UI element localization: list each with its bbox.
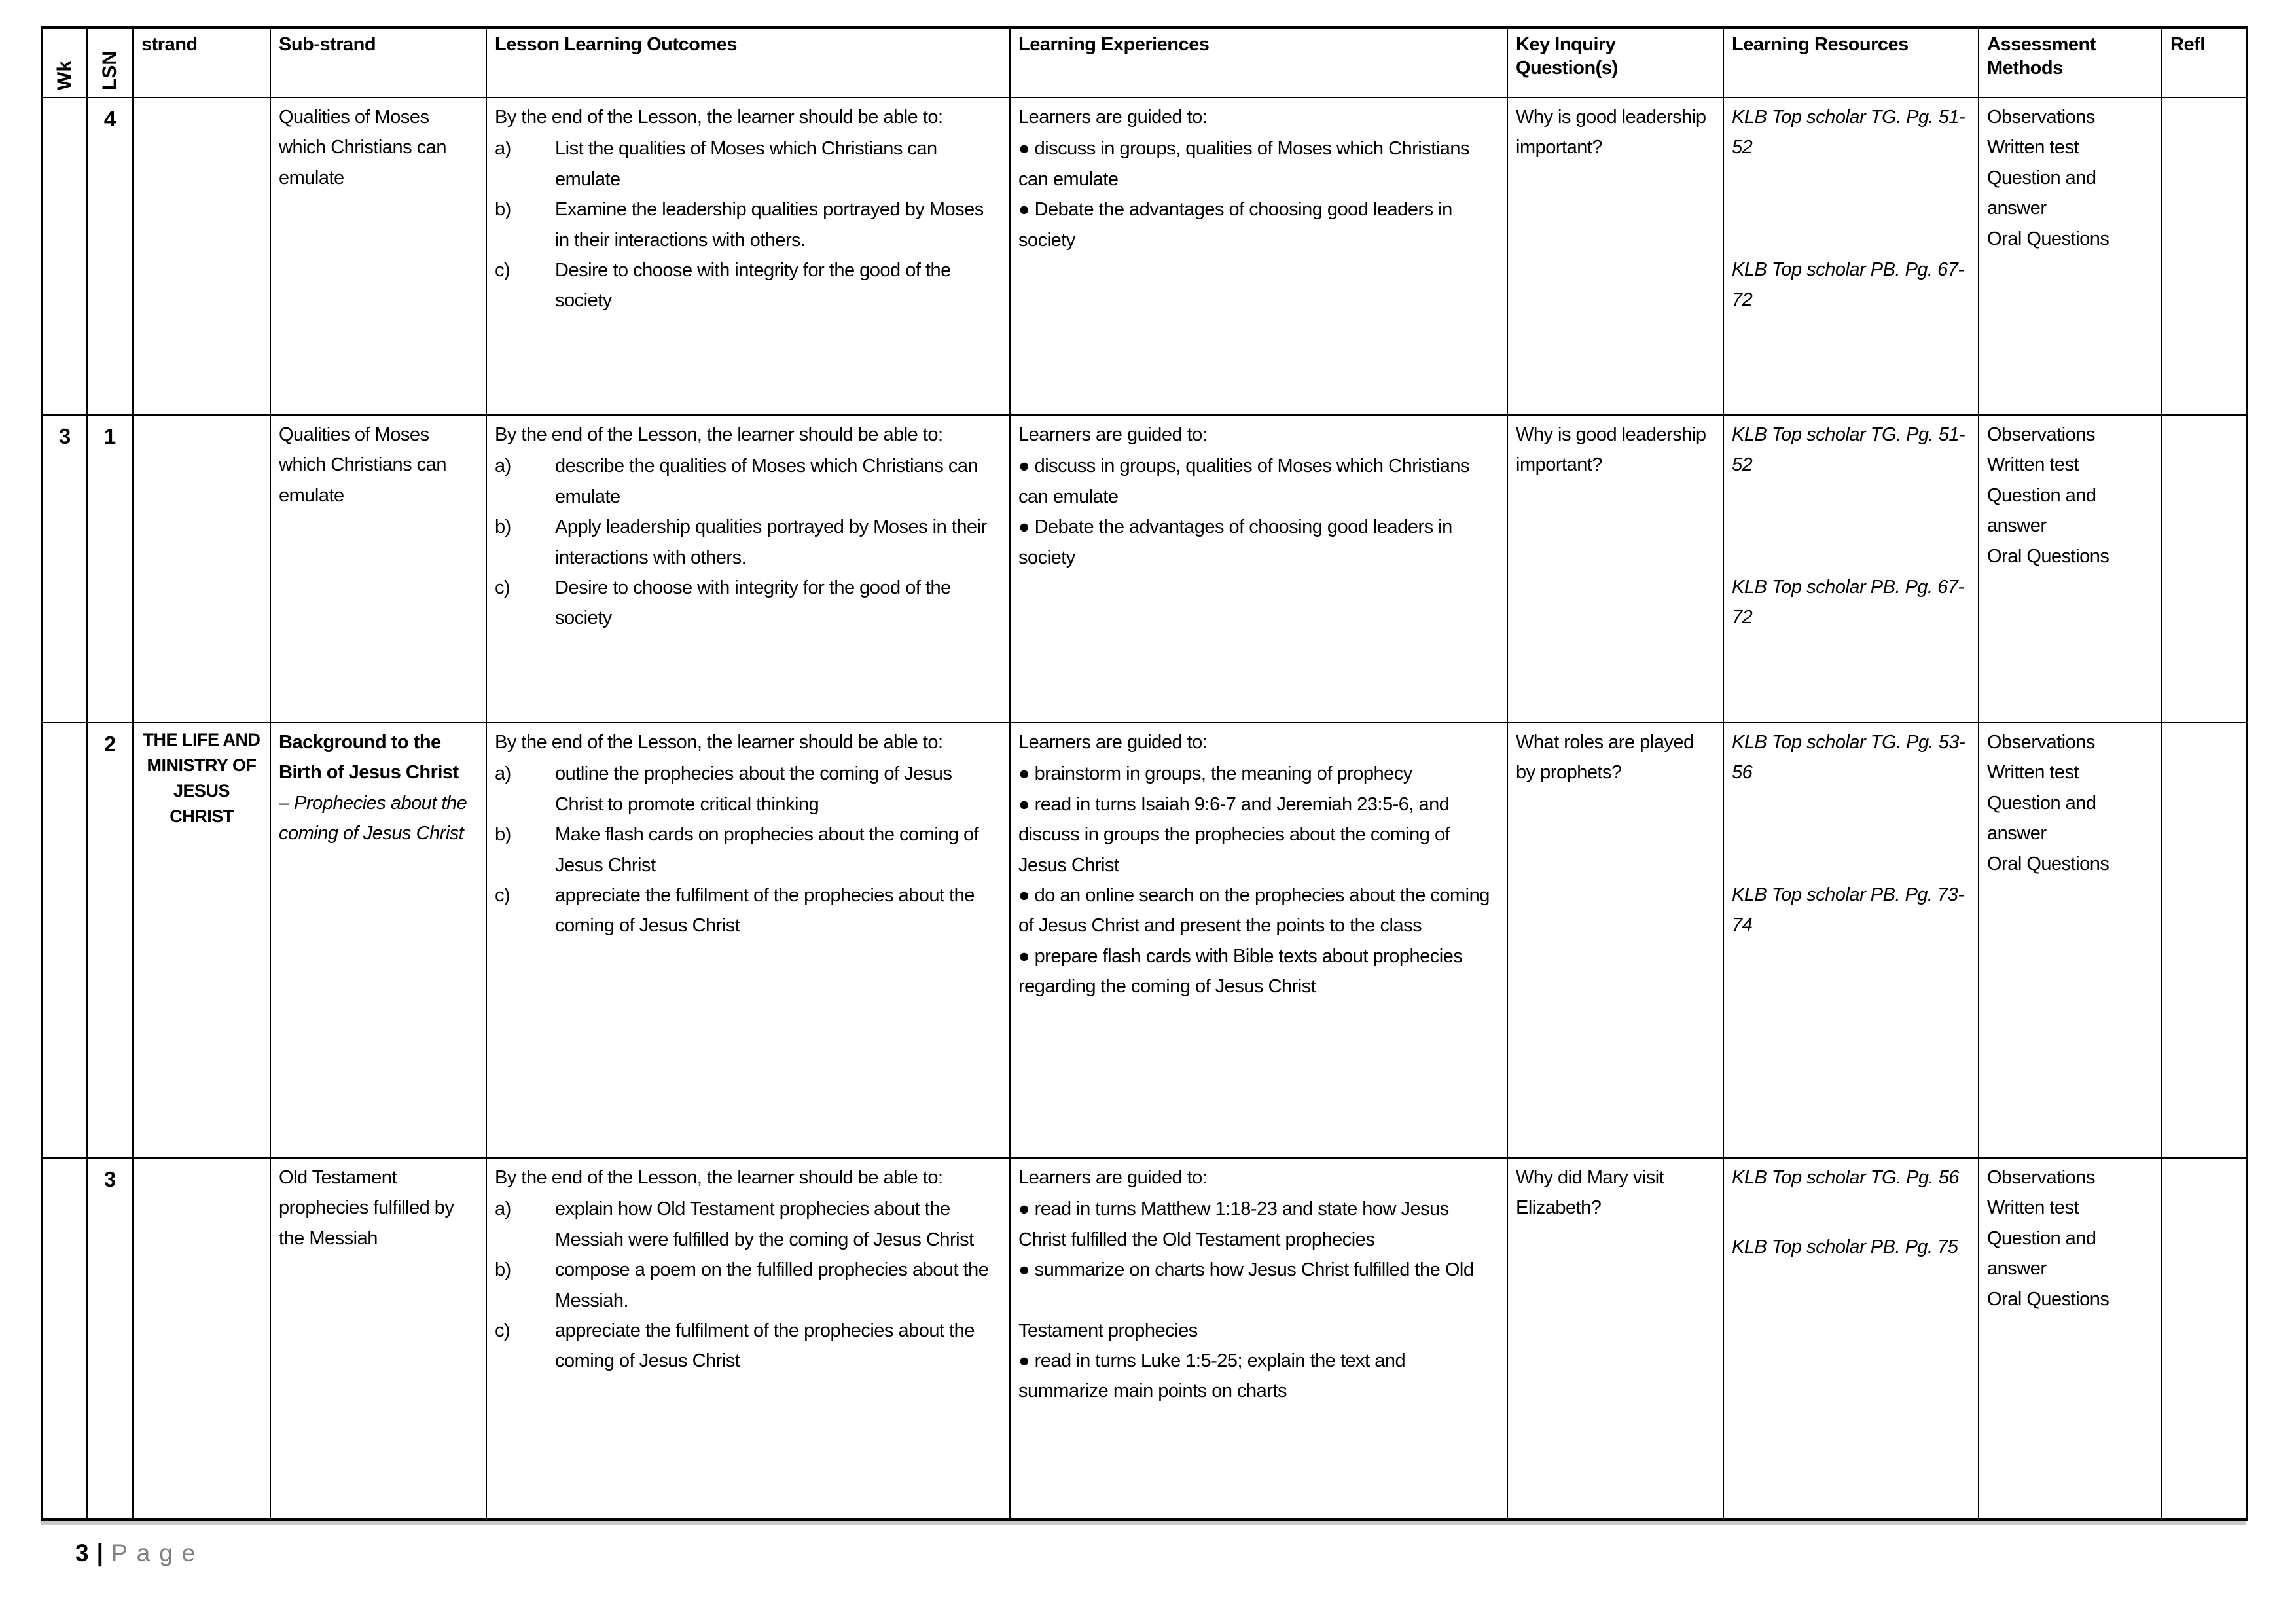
experiences-cell: Learners are guided to: ● discuss in groups, qualities of Moses which Christians can emulate ● Debate the advantages of choosing good leaders in society bbox=[1010, 98, 1507, 415]
page-footer bbox=[75, 1540, 204, 1567]
table-bottom-shadow bbox=[41, 1521, 2246, 1525]
wk-cell: 3 bbox=[42, 415, 87, 723]
table-row-lesson-1 bbox=[42, 415, 2247, 723]
outcomes-cell: By the end of the Lesson, the learner should be able to: a) outline the prophecies about the coming of Jesus Christ to promote critical thinking b) Make flash cards on prophecies about the coming of Jesus Christ c) appreciate the fulfilment of the prophecies about the coming of Jesus Christ bbox=[486, 723, 1010, 1158]
assessment-cell: Observations Written test Question and answer Oral Questions bbox=[1979, 98, 2162, 415]
wk-cell bbox=[42, 98, 87, 415]
substrand-cell: Qualities of Moses which Christians can emulate bbox=[270, 415, 486, 723]
assessment-cell: Observations Written test Question and answer Oral Questions bbox=[1979, 723, 2162, 1158]
resources-cell: KLB Top scholar TG. Pg. 51-52 KLB Top scholar PB. Pg. 67-72 bbox=[1723, 98, 1979, 415]
experiences-cell: Learners are guided to: ● discuss in groups, qualities of Moses which Christians can emulate ● Debate the advantages of choosing good leaders in society bbox=[1010, 415, 1507, 723]
wk-cell bbox=[42, 723, 87, 1158]
strand-cell bbox=[133, 98, 270, 415]
experiences-cell: Learners are guided to: ● read in turns Matthew 1:18-23 and state how Jesus Christ fulfilled the Old Testament prophecies ● summarize on charts how Jesus Christ fulfilled the Old Testament prophecies ● read in turns Luke 1:5-25; explain the text and summarize main points on charts bbox=[1010, 1158, 1507, 1519]
substrand-cell: Qualities of Moses which Christians can emulate bbox=[270, 98, 486, 415]
assessment-cell: Observations Written test Question and answer Oral Questions bbox=[1979, 1158, 2162, 1519]
column-header-substrand: Sub-strand bbox=[270, 27, 486, 98]
footer-separator: | bbox=[96, 1540, 105, 1566]
inquiry-cell: Why is good leadership important? bbox=[1507, 98, 1723, 415]
table-row-lesson-2 bbox=[42, 723, 2247, 1158]
column-header-lsn: LSN bbox=[87, 27, 133, 98]
page-number: 3 bbox=[75, 1540, 90, 1566]
assessment-cell: Observations Written test Question and answer Oral Questions bbox=[1979, 415, 2162, 723]
table-row-lesson-4 bbox=[42, 98, 2247, 415]
table-row-lesson-3 bbox=[42, 1158, 2247, 1519]
column-header-assessment: Assessment Methods bbox=[1979, 27, 2162, 98]
strand-cell: THE LIFE AND MINISTRY OF JESUS CHRIST bbox=[133, 723, 270, 1158]
lsn-cell: 4 bbox=[87, 98, 133, 415]
column-header-outcomes: Lesson Learning Outcomes bbox=[486, 27, 1010, 98]
lsn-cell: 1 bbox=[87, 415, 133, 723]
resources-cell: KLB Top scholar TG. Pg. 53-56 KLB Top scholar PB. Pg. 73-74 bbox=[1723, 723, 1979, 1158]
refl-cell bbox=[2162, 415, 2247, 723]
column-header-strand: strand bbox=[133, 27, 270, 98]
refl-cell bbox=[2162, 723, 2247, 1158]
lsn-cell: 2 bbox=[87, 723, 133, 1158]
page-label: Page bbox=[111, 1540, 205, 1566]
column-header-resources: Learning Resources bbox=[1723, 27, 1979, 98]
column-header-inquiry: Key Inquiry Question(s) bbox=[1507, 27, 1723, 98]
outcomes-cell: By the end of the Lesson, the learner should be able to: a) explain how Old Testament prophecies about the Messiah were fulfilled by the coming of Jesus Christ b) compose a poem on the fulfilled prophecies about the Messiah. c) appreciate the fulfilment of the prophecies about the coming of Jesus Christ bbox=[486, 1158, 1010, 1519]
wk-cell bbox=[42, 1158, 87, 1519]
substrand-cell: Background to the Birth of Jesus Christ – Prophecies about the coming of Jesus Christ bbox=[270, 723, 486, 1158]
column-header-refl: Refl bbox=[2162, 27, 2247, 98]
substrand-cell: Old Testament prophecies fulfilled by the Messiah bbox=[270, 1158, 486, 1519]
outcomes-cell: By the end of the Lesson, the learner should be able to: a) List the qualities of Moses which Christians can emulate b) Examine the leadership qualities portrayed by Moses in their interactions with others. c) Desire to choose with integrity for the good of the society bbox=[486, 98, 1010, 415]
resources-cell: KLB Top scholar TG. Pg. 56 KLB Top scholar PB. Pg. 75 bbox=[1723, 1158, 1979, 1519]
inquiry-cell: Why is good leadership important? bbox=[1507, 415, 1723, 723]
inquiry-cell: Why did Mary visit Elizabeth? bbox=[1507, 1158, 1723, 1519]
header-row bbox=[42, 27, 2247, 98]
refl-cell bbox=[2162, 1158, 2247, 1519]
lsn-cell: 3 bbox=[87, 1158, 133, 1519]
strand-cell bbox=[133, 415, 270, 723]
column-header-experiences: Learning Experiences bbox=[1010, 27, 1507, 98]
strand-cell bbox=[133, 1158, 270, 1519]
refl-cell bbox=[2162, 98, 2247, 415]
column-header-wk: Wk bbox=[42, 27, 87, 98]
scheme-of-work-sheet bbox=[41, 26, 2246, 1525]
scheme-of-work-table bbox=[41, 26, 2248, 1521]
resources-cell: KLB Top scholar TG. Pg. 51-52 KLB Top scholar PB. Pg. 67-72 bbox=[1723, 415, 1979, 723]
experiences-cell: Learners are guided to: ● brainstorm in groups, the meaning of prophecy ● read in turns Isaiah 9:6-7 and Jeremiah 23:5-6, and discuss in groups the prophecies about the coming of Jesus Christ ● do an online search on the prophecies about the coming of Jesus Christ and present the points to the class ● prepare flash cards with Bible texts about prophecies regarding the coming of Jesus Christ bbox=[1010, 723, 1507, 1158]
inquiry-cell: What roles are played by prophets? bbox=[1507, 723, 1723, 1158]
outcomes-cell: By the end of the Lesson, the learner should be able to: a) describe the qualities of Moses which Christians can emulate b) Apply leadership qualities portrayed by Moses in their interactions with others. c) Desire to choose with integrity for the good of the society bbox=[486, 415, 1010, 723]
